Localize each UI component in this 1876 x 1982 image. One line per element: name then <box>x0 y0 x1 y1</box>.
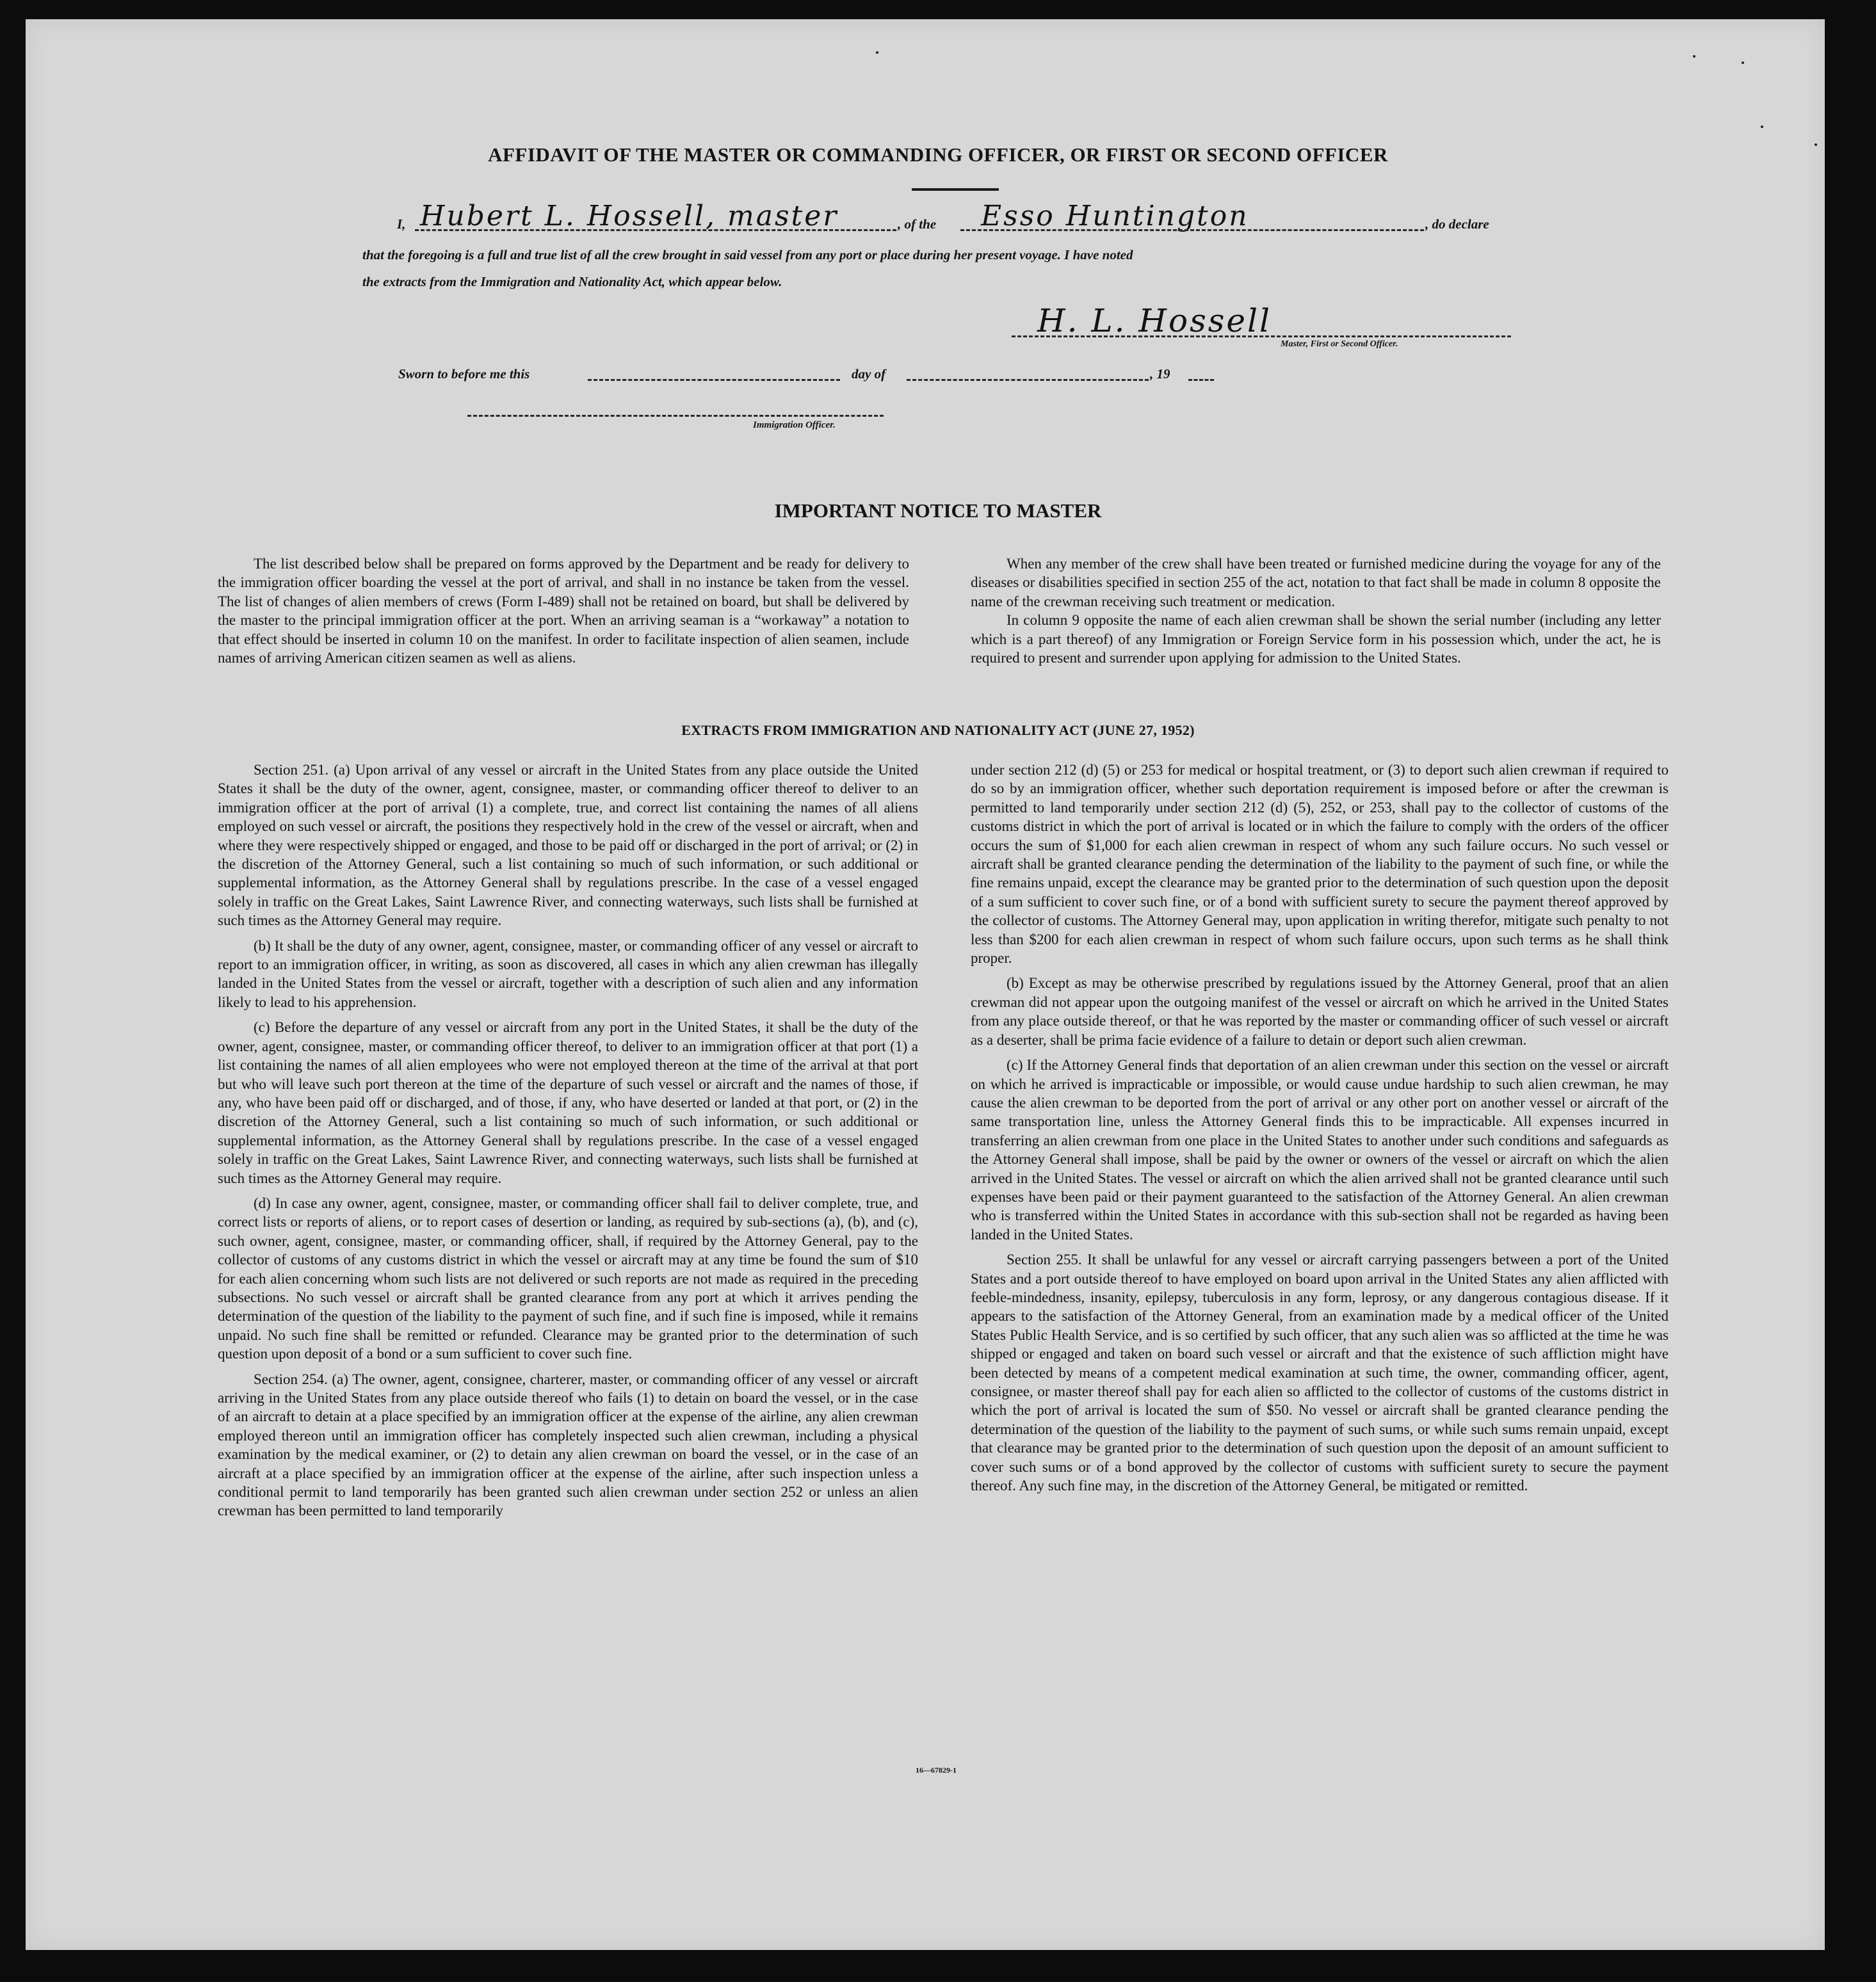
affidavit-title: AFFIDAVIT OF THE MASTER OR COMMANDING OFFICER, OR FIRST OR SECOND OFFICER <box>488 143 1388 166</box>
act-section-paragraph: under section 212 (d) (5) or 253 for medical or hospital treatment, or (3) to deport such alien crewman if required to do so by an immigration officer, whether such deportation requirement is imposed before or after the crewman is permitted to land temporarily under section 212 (d) (5), 252, or 253, shall pay to the collector of customs of the customs district in which the port of arrival is located or in which the failure to comply with the orders of the officer occurs the sum of $1,000 for each alien crewman in respect of whom any such failure occurs. No such vessel or aircraft shall be granted clearance pending the determination of the liability to the payment of such fine, or while the fine remains unpaid, except the clearance may be granted prior to the determination of such question upon the deposit of a sum sufficient to cover such fine, or of a bond with sufficient surety to secure the payment thereof approved by the collector of customs. The Attorney General may, upon application in writing therefor, mitigate such penalty to not less than $200 for each alien crewman in respect of whom such failure occurs, upon such terms as he shall think proper. <box>971 762 1669 967</box>
master-signature: H. L. Hossell <box>1037 302 1272 339</box>
do-declare-label: , do declare <box>1425 216 1489 232</box>
sworn-day-line <box>588 379 840 381</box>
immigration-officer-caption: Immigration Officer. <box>753 420 836 430</box>
declaration-line-3: the extracts from the Immigration and Nationality Act, which appear below. <box>362 274 782 289</box>
notice-left-column <box>218 554 909 667</box>
notice-paragraph: The list described below shall be prepared on forms approved by the Department and be ready for delivery to the immigration officer boarding the vessel at the port of arrival, and shall in no instance be taken from the vessel. The list of changes of alien members of crews (Form I-489) shall not be retained on board, but shall be delivered by the master to the principal immigration officer at the port. When an arriving seaman is a “workaway” a notation to that effect should be inserted in column 10 on the manifest. In order to facilitate inspection of alien seamen, include names of arriving American citizen seamen as well as aliens. <box>218 556 909 666</box>
year-label: , 19 <box>1150 366 1170 382</box>
day-of-label: day of <box>852 366 886 382</box>
declaration-line-2: that the foregoing is a full and true list of all the crew brought in said vessel from any port or place during her present voyage. I have noted <box>362 247 1133 262</box>
act-section-paragraph: Section 255. It shall be unlawful for any vessel or aircraft carrying passengers between a port of the United States and a port outside thereof to have employed on board upon arrival in the United States any alien afflicted with feeble-mindedness, insanity, epilepsy, tuberculosis in any form, leprosy, or any dangerous contagious disease. If it appears to the satisfaction of the Attorney General, from an examination made by a medical officer of the United States Public Health Service, and is so certified by such officer, that any such alien was so afflicted at the time he was shipped or engaged and taken on board such vessel or aircraft and that the existence of such affliction might have been detected by means of a competent medical examination at such time, the owner, commanding officer, agent, consignee, or master thereof shall pay for each alien so afflicted to the collector of customs of the customs district in which the port of arrival is located the sum of $50. No vessel or aircraft shall be granted clearance pending the determination of the question of the liability to the payment of such sums, or while such sums remain unpaid, except that clearance may be granted prior to the determination of such question upon the deposit of an amount sufficient to cover such sums or of a bond approved by the collector of customs with sufficient surety to secure the payment thereof. Any such fine may, in the discretion of the Attorney General, be mitigated or remitted. <box>971 1252 1669 1494</box>
notice-paragraph: When any member of the crew shall have been treated or furnished medicine during the voyage for any of the diseases or disabilities specified in section 255 of the act, notation to that fact shall be made in column 8 opposite the name of the crewman receiving such treatment or medication. <box>971 556 1661 609</box>
sworn-label: Sworn to before me this <box>398 366 530 382</box>
year-line <box>1188 379 1214 381</box>
act-section-paragraph: (d) In case any owner, agent, consignee, master, or commanding officer shall fail to deliver complete, true, and correct lists or reports of aliens, or to report cases of desertion or landing, as required by sub-sections (a), (b), and (c), such owner, agent, consignee, master, or commanding officer, shall, if required by the Attorney General, pay to the collector of customs of any customs district in which the vessel or aircraft may at any time be found the sum of $10 for each alien concerning whom such lists are not delivered or such reports are not made as required in the preceding subsections. No such vessel or aircraft shall be granted clearance from any port at which it arrives pending the determination of the question of the liability to the payment of such fine, and if such fine is imposed, while it remains unpaid. No such fine shall be remitted or refunded. Clearance may be granted prior to the determination of such question upon deposit of a bond or a sum sufficient to cover such fine. <box>218 1195 918 1362</box>
immigration-officer-line <box>467 415 884 417</box>
of-the-label: , of the <box>898 216 937 232</box>
act-section-paragraph: (b) It shall be the duty of any owner, agent, consignee, master, or commanding officer of any vessel or aircraft to report to an immigration officer, in writing, as soon as discovered, all cases in which any alien crewman has illegally landed in the United States from the vessel or aircraft, together with a description of such alien and any information likely to lead to his apprehension. <box>218 937 918 1010</box>
scan-speck <box>1761 125 1763 128</box>
master-name-handwriting: Hubert L. Hossell, master <box>420 200 839 232</box>
notice-title: IMPORTANT NOTICE TO MASTER <box>774 499 1102 522</box>
signature-caption: Master, First or Second Officer. <box>1281 339 1398 349</box>
scan-speck <box>1742 61 1744 64</box>
vessel-name-line <box>960 229 1424 231</box>
act-section-paragraph: Section 251. (a) Upon arrival of any vessel or aircraft in the United States from any place outside the United States it shall be the duty of the owner, agent, consignee, master, or commanding officer thereof to deliver to an immigration officer at the port of arrival (1) a complete, true, and correct list containing the names of all aliens employed on such vessel or aircraft, the positions they respectively hold in the crew of the vessel or aircraft, when and where they were respectively shipped or engaged, and those to be paid off or discharged in the port of arrival; or (2) in the discretion of the Attorney General, such a list containing so much of such information, or such additional or supplemental information, as the Attorney General shall by regulations prescribe. In the case of a vessel engaged solely in traffic on the Great Lakes, Saint Lawrence River, and connecting waterways, such lists shall be furnished at such times as the Attorney General may require. <box>218 762 918 929</box>
scan-speck <box>1815 143 1817 146</box>
act-section-paragraph: (c) Before the departure of any vessel or aircraft from any port in the United States, it shall be the duty of the owner, agent, consignee, master, or commanding officer thereof, to deliver to an immigration officer at that port (1) a list containing the names of all alien employees who were not employed thereon at the time of the arrival at that port but who will leave such port thereon at the time of the departure of such vessel or aircraft and the names of those, if any, who have been paid off or discharged, and of those, if any, who have deserted or landed at that port, or (2) in the discretion of the Attorney General, such a list containing so much of such information, or such additional or supplemental information, as the Attorney General shall by regulations prescribe. In the case of a vessel engaged solely in traffic on the Great Lakes, Saint Lawrence River, and connecting waterways, such lists shall be furnished at such times as the Attorney General may require. <box>218 1019 918 1186</box>
vessel-name-handwriting: Esso Huntington <box>981 200 1249 232</box>
scan-speck <box>876 51 878 54</box>
form-code: 16—67829-1 <box>916 1766 957 1775</box>
extracts-right-column <box>971 761 1669 1495</box>
extracts-left-column <box>218 761 918 1520</box>
notice-paragraph: In column 9 opposite the name of each alien crewman shall be shown the serial number (including any letter which is a part thereof) of any Immigration or Foreign Service form in his possession which, under the act, he is required to present and surrender upon applying for admission to the United States. <box>971 612 1661 666</box>
declaration-prefix: I, <box>397 216 406 232</box>
title-divider <box>912 188 999 191</box>
act-section-paragraph: Section 254. (a) The owner, agent, consignee, charterer, master, or commanding officer of any vessel or aircraft arriving in the United States from any place outside thereof who fails (1) to detain on board the vessel, or in the case of an aircraft to detain at a place specified by an immigration officer at the expense of the airline, any alien crewman employed thereon until an immigration officer has completely inspected such alien crewman, including a physical examination by the medical examiner, or (2) to detain any alien crewman on board the vessel, or in the case of an aircraft at a place specified by an immigration officer at the expense of the airline, after such inspection unless a conditional permit to land temporarily has been granted such alien crewman under section 252 or unless an alien crewman has been permitted to land temporarily <box>218 1371 918 1519</box>
act-section-paragraph: (b) Except as may be otherwise prescribed by regulations issued by the Attorney General, proof that an alien crewman did not appear upon the outgoing manifest of the vessel or aircraft on which he arrived in the United States from any place outside thereof, or that he was reported by the master or commanding officer of such vessel or aircraft as a deserter, shall be prima facie evidence of a failure to detain or deport such alien crewman. <box>971 975 1669 1048</box>
notice-right-column <box>971 554 1661 667</box>
act-section-paragraph: (c) If the Attorney General finds that deportation of an alien crewman under this section on the vessel or aircraft on which he arrived is impracticable or impossible, or would cause undue hardship to such alien crewman, he may cause the alien crewman to be deported from the port of arrival or any other port on another vessel or aircraft of the same transportation line, unless the Attorney General finds this to be impracticable. All expenses incurred in transferring an alien crewman from one place in the United States to another under such conditions and safeguards as the Attorney General shall impose, shall be paid by the owner or owners of the vessel or aircraft on which the alien arrived in the United States. The vessel or aircraft on which the alien arrived shall not be granted clearance until such expenses have been paid or their payment guaranteed to the satisfaction of the Attorney General. An alien crewman who is transferred within the United States in accordance with this sub-section shall not be regarded as having been landed in the United States. <box>971 1057 1669 1243</box>
sworn-month-line <box>907 379 1149 381</box>
extracts-title: EXTRACTS FROM IMMIGRATION AND NATIONALITY ACT (JUNE 27, 1952) <box>681 722 1195 738</box>
scan-speck <box>1693 55 1695 58</box>
master-name-line <box>415 229 896 231</box>
signature-line <box>1012 335 1511 337</box>
